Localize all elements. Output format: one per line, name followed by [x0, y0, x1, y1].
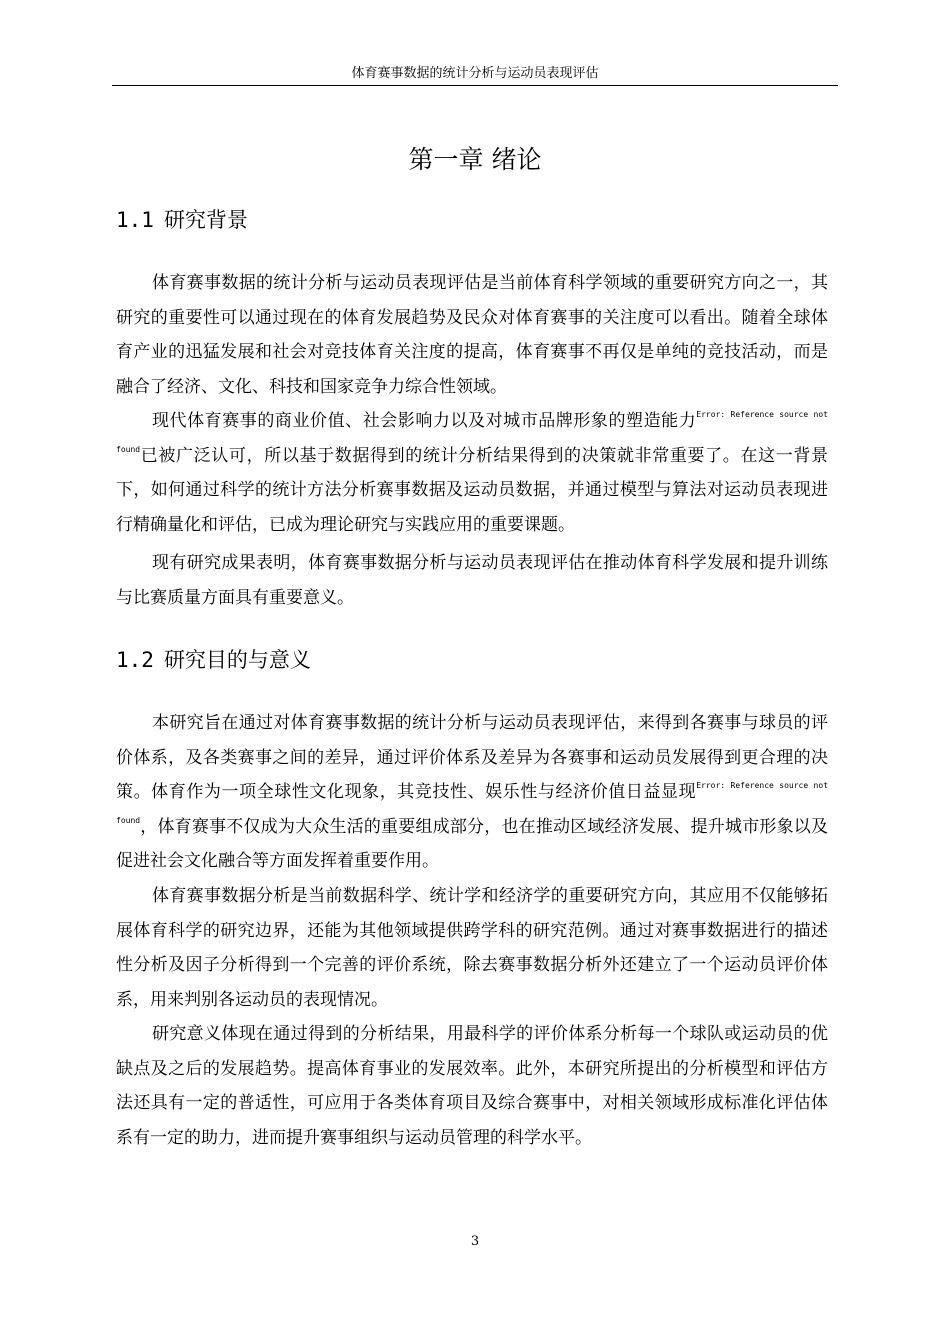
section-number: 1.1	[116, 208, 154, 232]
section-title: 研究背景	[163, 208, 248, 232]
paragraph-text: 本研究旨在通过对体育赛事数据的统计分析与运动员表现评估，来得到各赛事与球员的评价体系，及各类赛事之间的差异，通过评价体系及差异为各赛事和运动员发展得到更合理的决策。体育作为一项全球性文化现象，其竞技性、娱乐性与经济价值日益显现	[116, 713, 828, 802]
section-title: 研究目的与意义	[163, 648, 311, 672]
paragraph: 体育赛事数据的统计分析与运动员表现评估是当前体育科学领域的重要研究方向之一，其研究的重要性可以通过现在的体育发展趋势及民众对体育赛事的关注度可以看出。随着全球体育产业的迅猛发展和社会对竞技体育关注度的提高，体育赛事不再仅是单纯的竞技活动，而是融合了经济、文化、科技和国家竞争力综合性领域。	[116, 273, 828, 397]
paragraph: 现有研究成果表明，体育赛事数据分析与运动员表现评估在推动体育科学发展和提升训练与比赛质量方面具有重要意义。	[116, 553, 828, 608]
paragraph: 体育赛事数据分析是当前数据科学、统计学和经济学的重要研究方向，其应用不仅能够拓展体育科学的研究边界，还能为其他领域提供跨学科的研究范例。通过对赛事数据进行的描述性分析及因子分析得到一个完善的评价系统，除去赛事数据分析外还建立了一个运动员评价体系，用来判别各运动员的表现情况。	[116, 886, 828, 1010]
chapter-title: 第一章 绪论	[408, 145, 542, 174]
paragraph: 研究意义体现在通过得到的分析结果，用最科学的评价体系分析每一个球队或运动员的优缺点及之后的发展趋势。提高体育事业的发展效率。此外，本研究所提出的分析模型和评估方法还具有一定的普适性，可应用于各类体育项目及综合赛事中，对相关领域形成标准化评估体系有一定的助力，进而提升赛事组织与运动员管理的科学水平。	[116, 1024, 828, 1148]
paragraph	[116, 404, 828, 542]
running-header: 体育赛事数据的统计分析与运动员表现评估	[351, 66, 599, 81]
citation-error: Error: Reference source not found	[116, 781, 829, 825]
section-heading-1-1	[116, 205, 248, 235]
citation-error: Error: Reference source not found	[116, 410, 828, 454]
paragraph-text: 现代体育赛事的商业价值、社会影响力以及对城市品牌形象的塑造能力	[152, 411, 697, 431]
section-number: 1.2	[116, 648, 154, 672]
paragraph-text: ，体育赛事不仅成为大众生活的重要组成部分，也在推动区域经济发展、提升城市形象以及促进社会文化融合等方面发挥着重要作用。	[116, 816, 828, 871]
header-rule	[112, 85, 838, 86]
paragraph	[116, 706, 828, 879]
page-number: 3	[470, 1234, 480, 1249]
section-heading-1-2	[116, 645, 311, 675]
paragraph-text: 已被广泛认可，所以基于数据得到的统计分析结果得到的决策就非常重要了。在这一背景下，如何通过科学的统计方法分析赛事数据及运动员数据，并通过模型与算法对运动员表现进行精确量化和评估，已成为理论研究与实践应用的重要课题。	[116, 445, 828, 535]
